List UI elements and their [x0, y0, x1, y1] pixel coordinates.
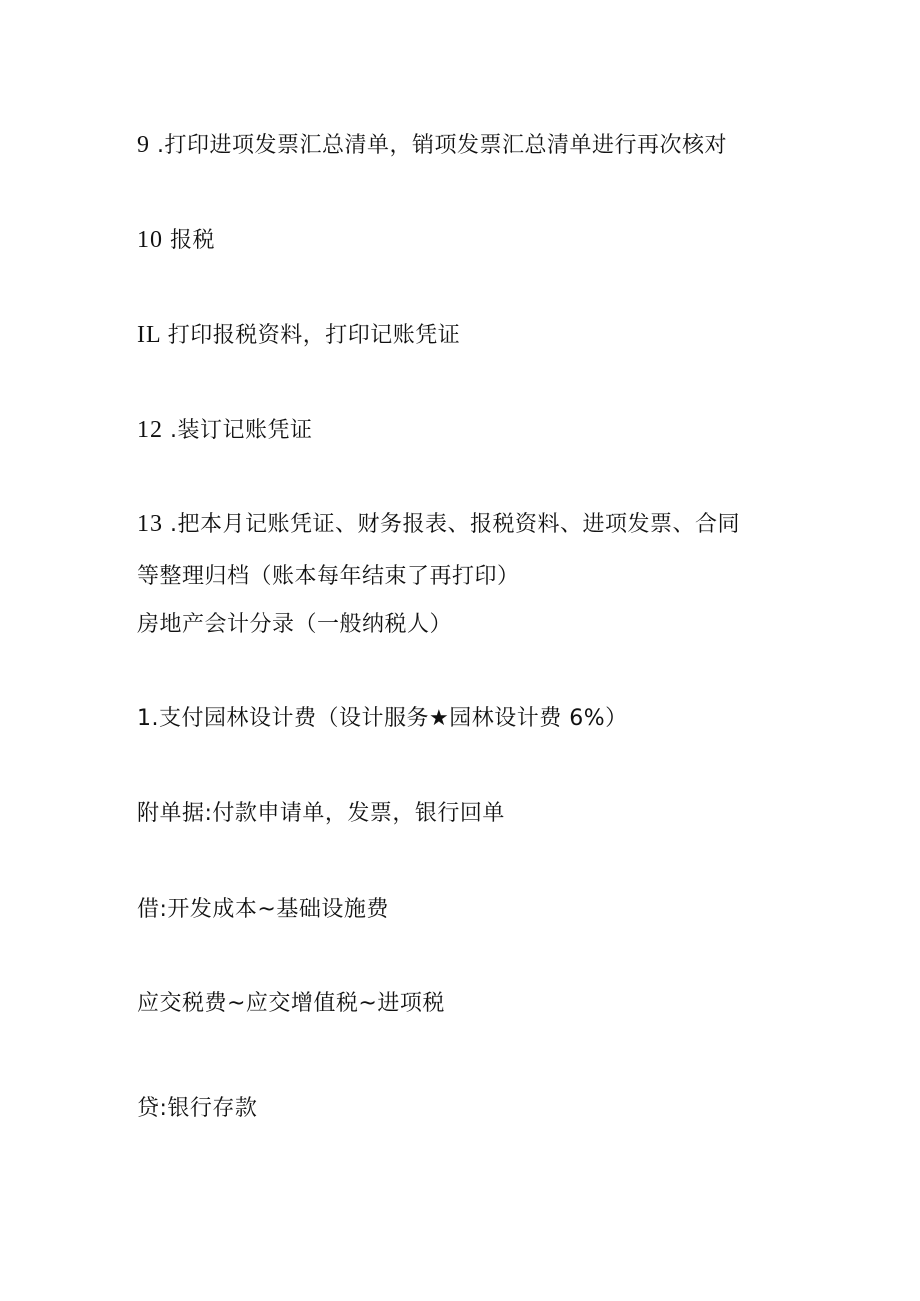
step-13-continuation: [137, 562, 520, 592]
section-heading: [137, 610, 452, 640]
entry-text: 借:开发成本~基础设施费: [137, 897, 389, 922]
entry-text: 应交税费~应交增值税~进项税: [137, 991, 445, 1016]
step-number: 13: [137, 511, 170, 537]
entry-text: 1.支付园林设计费（设计服务★园林设计费 6%）: [137, 706, 628, 731]
entry-text: 贷:银行存款: [137, 1096, 258, 1121]
step-text: .把本月记账凭证、财务报表、报税资料、进项发票、合同: [170, 512, 740, 537]
step-10-line: [137, 225, 215, 256]
step-13-line: [137, 509, 740, 540]
step-text: 等整理归档（账本每年结束了再打印）: [137, 564, 520, 589]
attachments-line: [137, 799, 505, 829]
credit-line: [137, 1094, 257, 1124]
step-number: 10: [137, 227, 170, 253]
step-9-line: [137, 130, 727, 161]
step-12-line: [137, 415, 313, 446]
step-11-line: [137, 320, 460, 351]
step-number: 9: [137, 132, 157, 158]
step-text: .打印进项发票汇总清单，销项发票汇总清单进行再次核对: [157, 133, 727, 158]
step-text: 打印报税资料，打印记账凭证: [167, 323, 461, 348]
step-number: 12: [137, 417, 170, 443]
step-text: .装订记账凭证: [170, 418, 313, 443]
entry-text: 附单据:付款申请单，发票，银行回单: [137, 801, 505, 826]
entry-1-title: [137, 704, 628, 734]
tax-line: [137, 989, 445, 1019]
step-text: 报税: [170, 228, 216, 253]
step-number: IL: [137, 322, 168, 348]
debit-line: [137, 895, 389, 925]
heading-text: 房地产会计分录（一般纳税人）: [137, 612, 453, 637]
